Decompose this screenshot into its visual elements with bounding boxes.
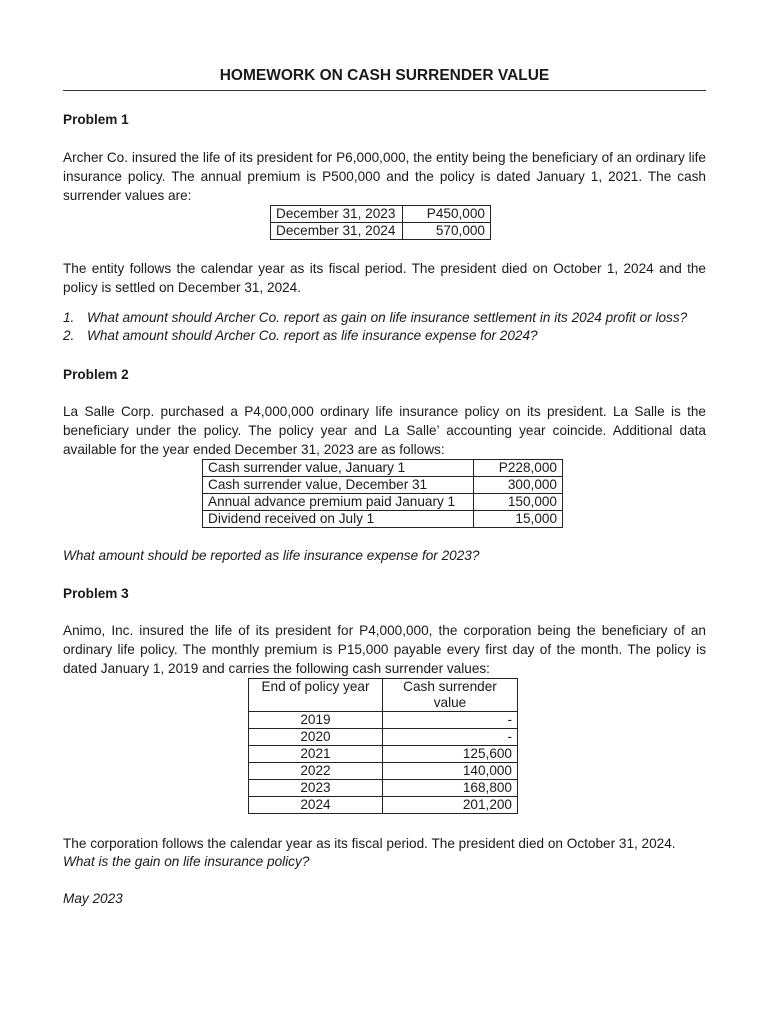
table-row [249,729,518,746]
table-cell-value: - [383,712,518,729]
table-cell-year: 2020 [249,729,383,746]
footer-date: May 2023 [63,891,123,906]
question-number: 2. [63,328,75,343]
table-cell-value: 150,000 [474,494,563,511]
table-row [271,223,491,240]
problem-1-heading: Problem 1 [63,112,129,127]
table-cell-year: 2023 [249,780,383,797]
problem-1-body: The entity follows the calendar year as its fiscal period. The president died on October 1, 2024 and the policy is settled on December 31, 2024. [63,261,706,295]
table-row [249,763,518,780]
table-cell-value: 570,000 [403,223,491,240]
question-number: 1. [63,310,75,325]
table-row [203,511,563,528]
column-header-value: Cash surrender value [383,679,518,712]
table-cell-label: Annual advance premium paid January 1 [203,494,474,511]
table-row [249,797,518,814]
problem-3-body: The corporation follows the calendar year as its fiscal period. The president died on October 31, 2024. [63,836,676,851]
table-cell-value: - [383,729,518,746]
table-row [271,206,491,223]
question-text: What amount should Archer Co. report as life insurance expense for 2024? [87,328,538,343]
list-item [63,309,706,327]
table-row [249,746,518,763]
table-row [203,460,563,477]
problem-3-table [248,678,518,814]
table-cell-label: Cash surrender value, January 1 [203,460,474,477]
table-row [249,780,518,797]
table-cell-value: 168,800 [383,780,518,797]
problem-2-question: What amount should be reported as life insurance expense for 2023? [63,548,480,563]
column-header-year: End of policy year [249,679,383,712]
table-cell-value: 125,600 [383,746,518,763]
problem-3-intro: Animo, Inc. insured the life of its president for P4,000,000, the corporation being the beneficiary of an ordinary life policy. The monthly premium is P15,000 payable every first day of the month. The policy is dated January 1, 2019 and carries the following cash surrender values: [63,623,706,676]
table-row [203,494,563,511]
table-cell-label: December 31, 2024 [271,223,403,240]
table-cell-label: Dividend received on July 1 [203,511,474,528]
table-cell-year: 2019 [249,712,383,729]
table-cell-value: 300,000 [474,477,563,494]
table-row [249,712,518,729]
table-header-row [249,679,518,712]
table-cell-value: 140,000 [383,763,518,780]
table-cell-value: 201,200 [383,797,518,814]
problem-1-intro: Archer Co. insured the life of its president for P6,000,000, the entity being the beneficiary of an ordinary life insurance policy. The annual premium is P500,000 and the policy is dated January 1, 2021. The cash surrender values are: [63,150,706,203]
list-item [63,327,706,345]
problem-3-question: What is the gain on life insurance policy? [63,854,310,869]
problem-2-table [202,459,563,528]
page-title: HOMEWORK ON CASH SURRENDER VALUE [219,67,550,84]
problem-1-table [270,205,491,240]
problem-3-heading: Problem 3 [63,586,129,601]
table-cell-value: P450,000 [403,206,491,223]
table-cell-year: 2022 [249,763,383,780]
table-cell-value: P228,000 [474,460,563,477]
table-cell-value: 15,000 [474,511,563,528]
table-cell-year: 2021 [249,746,383,763]
table-row [203,477,563,494]
problem-2-intro: La Salle Corp. purchased a P4,000,000 ordinary life insurance policy on its president. La Salle is the beneficiary under the policy. The policy year and La Salle’ accounting year coincide. Additional data available for the year ended December 31, 2023 are as follows: [63,404,706,457]
table-cell-label: Cash surrender value, December 31 [203,477,474,494]
table-cell-label: December 31, 2023 [271,206,403,223]
problem-1-questions [63,309,706,345]
table-cell-year: 2024 [249,797,383,814]
title-divider [63,90,706,91]
question-text: What amount should Archer Co. report as gain on life insurance settlement in its 2024 profit or loss? [87,310,688,325]
problem-2-heading: Problem 2 [63,367,129,382]
